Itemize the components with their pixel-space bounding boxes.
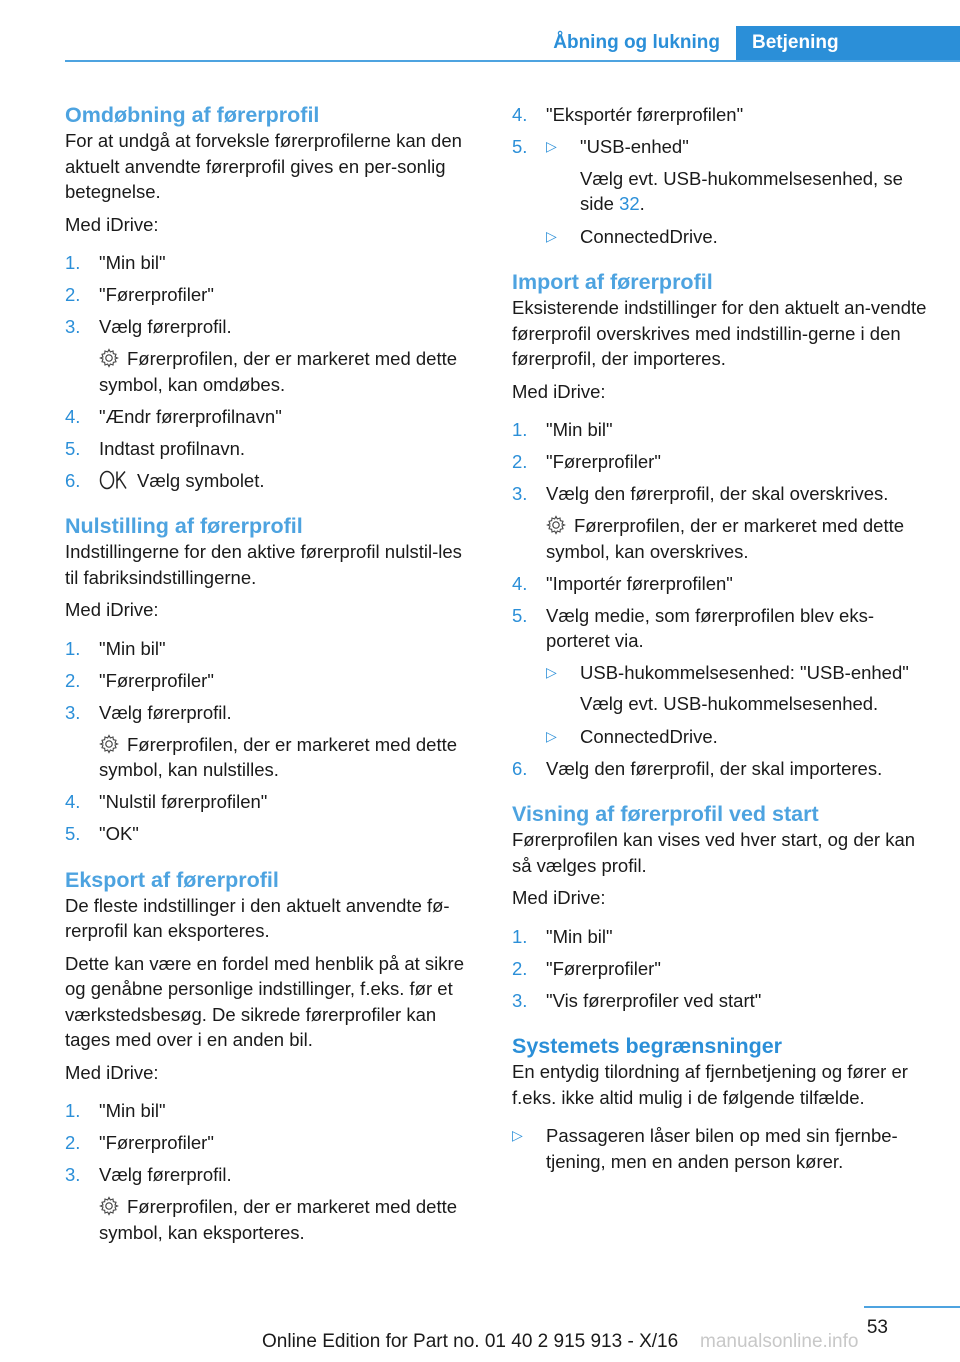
- sub-item: ▷ "USB-enhed" Vælg evt. USB-hukommelsesenhed, se side 32.: [546, 134, 932, 217]
- section-title: Åbning og lukning: [553, 32, 720, 53]
- export-steps: [65, 1098, 480, 1245]
- list-item: 2. "Førerprofiler": [512, 957, 661, 979]
- export-intro-2: Dette kan være en fordel med henblik på at sikre og genåbne personlige indstillinger, f.eks. før et værkstedsbesøg. De sikrede førerprofiler kan tages med over i en anden bil.: [65, 952, 464, 1050]
- list-item: 6. Vælg symbolet.: [65, 469, 265, 491]
- gear-icon: [99, 734, 119, 754]
- heading-export: Eksport af førerprofil: [65, 867, 279, 892]
- list-item: 3. Vælg førerprofil.: [65, 701, 232, 723]
- list-item: 1. "Min bil": [65, 1100, 166, 1121]
- reset-intro: Indstillingerne for den aktive førerprofil nulstil‐les til fabriksindstillingerne.: [65, 541, 462, 588]
- start-display-intro: Førerprofilen kan vises ved hver start, og der kan så vælges profil.: [512, 829, 916, 876]
- page-number: 53: [866, 1317, 888, 1338]
- chapter-tab: Betjening: [736, 26, 960, 60]
- reset-steps: [65, 636, 480, 847]
- import-intro: Eksisterende indstillinger for den aktuelt an‐vendte førerprofil overskrives med indstillin‐gerne i den førerprofil, der importeres.: [512, 297, 927, 369]
- rename-note: Førerprofilen, der er markeret med dette symbol, kan omdøbes.: [99, 348, 458, 395]
- page-link[interactable]: 32: [619, 193, 640, 214]
- triangle-bullet-icon: ▷: [546, 227, 557, 244]
- list-item: 4. "Ændr førerprofilnavn": [65, 405, 282, 427]
- reset-note: Førerprofilen, der er markeret med dette symbol, kan nulstilles.: [99, 733, 458, 780]
- start-display-idrive: Med iDrive:: [512, 887, 606, 908]
- list-item: 1. "Min bil": [512, 419, 613, 440]
- rename-idrive: Med iDrive:: [65, 213, 159, 235]
- page-header: [0, 26, 960, 62]
- list-item: 3. Vælg den førerprofil, der skal overskrives.: [512, 483, 889, 504]
- rename-intro: For at undgå at forveksle førerprofilerne kan den aktuelt anvendte førerprofil gives en per‐sonlig betegnelse.: [65, 130, 462, 202]
- limitations-list: [512, 1123, 932, 1174]
- footer-rule: [864, 1306, 960, 1308]
- usb-note: Vælg evt. USB-hukommelsesenhed, se side 32.: [580, 167, 903, 214]
- triangle-bullet-icon: ▷: [546, 138, 557, 154]
- list-item: 4. "Nulstil førerprofilen": [65, 791, 268, 812]
- triangle-bullet-icon: ▷: [546, 663, 557, 680]
- watermark: manualsonline.info: [700, 1331, 859, 1352]
- list-item: 1. "Min bil": [512, 925, 613, 947]
- triangle-bullet-icon: ▷: [512, 1127, 523, 1143]
- import-idrive: Med iDrive:: [512, 380, 606, 402]
- list-item: 3. "Vis førerprofiler ved start": [512, 989, 762, 1011]
- list-item: 1. "Min bil": [65, 252, 166, 273]
- rename-steps: [65, 250, 480, 493]
- start-display-steps: [512, 924, 932, 1014]
- limitations-intro: En entydig tilordning af fjernbetjening og fører er f.eks. ikke altid mulig i de følgende tilfælde.: [512, 1061, 908, 1108]
- heading-rename: Omdøbning af førerprofil: [65, 103, 320, 127]
- gear-icon: [546, 515, 566, 535]
- sub-item: ▷ ConnectedDrive.: [546, 724, 932, 750]
- sub-item: ▷ ConnectedDrive.: [546, 224, 932, 250]
- export-steps-continued: [512, 102, 932, 249]
- list-item: 2. "Førerprofiler": [65, 669, 214, 691]
- export-note: Førerprofilen, der er markeret med dette symbol, kan eksporteres.: [99, 1196, 458, 1243]
- heading-start-display: Visning af førerprofil ved start: [512, 802, 819, 826]
- list-item: 5. Vælg medie, som førerprofilen blev eks‐porteret via. ▷ USB-hukommelsesenhed: "USB-enhed" Vælg evt. USB-hukommelsesenhed. ▷ ConnectedDrive.: [512, 603, 932, 750]
- usb-note: Vælg evt. USB-hukommelsesenhed.: [580, 693, 879, 714]
- list-item: 2. "Førerprofiler": [65, 1132, 214, 1153]
- import-note: Førerprofilen, der er markeret med dette symbol, kan overskrives.: [546, 515, 905, 562]
- heading-reset: Nulstilling af førerprofil: [65, 514, 303, 538]
- edition-text: Online Edition for Part no. 01 40 2 915 913 - X/16: [262, 1331, 679, 1352]
- gear-icon: [99, 348, 119, 368]
- list-item: 4. "Importér førerprofilen": [512, 572, 733, 594]
- export-intro: De fleste indstillinger i den aktuelt anvendte fø‐rerprofil kan eksporteres.: [65, 894, 450, 941]
- list-item: 3. Vælg førerprofil.: [65, 1164, 232, 1185]
- list-item: 5. Indtast profilnavn.: [65, 437, 246, 459]
- list-item: 2. "Førerprofiler": [512, 451, 661, 472]
- list-item: ▷ Passageren låser bilen op med sin fjernbe‐tjening, men en anden person kører.: [512, 1125, 898, 1172]
- list-item: 3. Vælg førerprofil.: [65, 316, 232, 337]
- sub-item: ▷ USB-hukommelsesenhed: "USB-enhed" Vælg evt. USB-hukommelsesenhed.: [546, 660, 932, 717]
- list-item: 6. Vælg den førerprofil, der skal importeres.: [512, 757, 883, 779]
- list-item: 2. "Førerprofiler": [65, 284, 214, 305]
- heading-limitations: Systemets begrænsninger: [512, 1034, 783, 1058]
- header-rule: [65, 60, 960, 62]
- list-item: 1. "Min bil": [65, 637, 166, 659]
- triangle-bullet-icon: ▷: [546, 727, 557, 744]
- list-item: 5. ▷ "USB-enhed" Vælg evt. USB-hukommelsesenhed, se side 32. ▷ ConnectedDrive.: [512, 134, 932, 249]
- ok-icon: [99, 469, 129, 491]
- import-steps: [512, 417, 932, 781]
- reset-idrive: Med iDrive:: [65, 599, 159, 620]
- gear-icon: [99, 1196, 119, 1216]
- list-item: 4. "Eksportér førerprofilen": [512, 104, 744, 125]
- heading-import: Import af førerprofil: [512, 270, 713, 294]
- right-column: [512, 102, 932, 1181]
- list-item: 5. "OK": [65, 823, 139, 844]
- export-idrive: Med iDrive:: [65, 1061, 159, 1083]
- left-column: [65, 102, 480, 1252]
